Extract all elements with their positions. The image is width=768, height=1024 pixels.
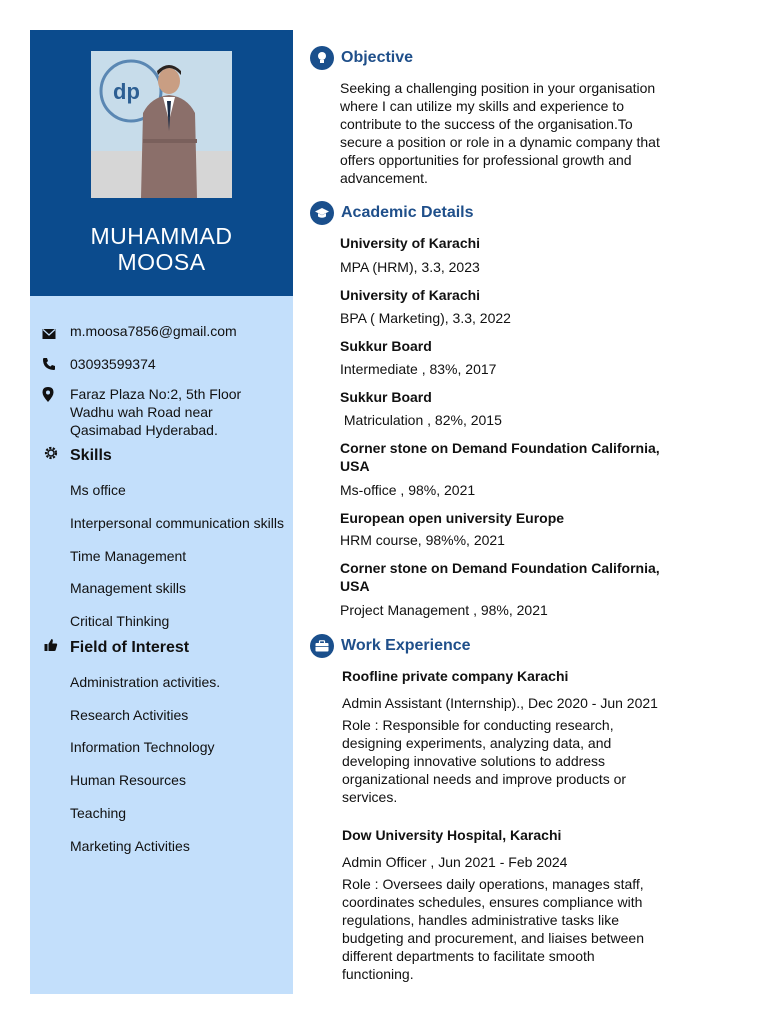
job-company: Roofline private company Karachi	[342, 668, 569, 684]
profile-name-first: MUHAMMAD	[90, 223, 233, 249]
job-role-line: developing innovative solutions to address	[342, 753, 606, 769]
job-position: Admin Assistant (Internship)., Dec 2020 - Jun 2021	[342, 695, 658, 711]
map-pin-icon	[42, 385, 70, 439]
job-role-line: functioning.	[342, 966, 414, 982]
contact-address	[42, 385, 241, 439]
address-line: Qasimabad Hyderabad.	[70, 422, 218, 438]
briefcase-icon	[310, 634, 334, 658]
job-role-line: organizational needs and improve products or	[342, 771, 627, 787]
svg-text:dp: dp	[113, 79, 140, 104]
objective-text	[340, 79, 660, 187]
profile-name-last: MOOSA	[117, 249, 206, 275]
thumbs-up-icon	[44, 638, 70, 657]
job-role-line: different departments to facilitate smooth	[342, 948, 595, 964]
work-heading	[310, 634, 471, 658]
job-role-line: designing experiments, analyzing data, and	[342, 735, 612, 751]
job-role-line: budgeting and procurement, and liaises between	[342, 930, 644, 946]
gear-icon	[44, 446, 70, 465]
objective-heading	[310, 46, 413, 70]
address-line: Faraz Plaza No:2, 5th Floor	[70, 386, 242, 402]
graduation-cap-icon	[310, 201, 334, 225]
lightbulb-icon	[310, 46, 334, 70]
address-line: Wadhu wah Road near	[70, 404, 213, 420]
academic-institution: European open university Europe	[340, 510, 565, 526]
skill-item: Management skills	[70, 580, 186, 596]
academic-detail: Project Management , 98%, 2021	[340, 602, 548, 618]
skills-heading	[44, 446, 112, 465]
objective-line: Seeking a challenging position in your organisation	[340, 80, 656, 96]
academic-institution: Sukkur Board	[340, 389, 432, 405]
objective-title: Objective	[341, 49, 414, 66]
work-title: Work Experience	[341, 637, 471, 654]
phone-icon	[42, 355, 70, 373]
academic-detail: BPA ( Marketing), 3.3, 2022	[340, 310, 511, 326]
academic-institution: University of Karachi	[340, 287, 481, 303]
address-text	[70, 385, 241, 439]
contact-email	[42, 322, 237, 340]
interest-item: Teaching	[70, 805, 127, 821]
objective-line: secure a position or role in a dynamic company that	[340, 134, 660, 150]
job-role-line: coordinates schedules, ensures compliance with	[342, 894, 643, 910]
objective-line: advancement.	[340, 170, 428, 186]
academic-detail: Intermediate , 83%, 2017	[340, 361, 497, 377]
email-text[interactable]: m.moosa7856@gmail.com	[70, 323, 237, 339]
interest-item: Information Technology	[70, 739, 215, 755]
job-company: Dow University Hospital, Karachi	[342, 827, 562, 843]
academic-institution-line: Corner stone on Demand Foundation California,	[340, 560, 660, 576]
job-role	[342, 875, 644, 983]
academic-institution	[340, 439, 660, 475]
job-role	[342, 716, 626, 806]
profile-name	[30, 223, 293, 275]
academic-heading	[310, 201, 474, 225]
academic-institution: University of Karachi	[340, 235, 481, 251]
interest-item: Marketing Activities	[70, 838, 190, 854]
academic-institution	[340, 559, 660, 595]
job-role-line: services.	[342, 789, 398, 805]
skill-item: Interpersonal communication skills	[70, 515, 284, 531]
objective-line: offers opportunities for professional growth and	[340, 152, 632, 168]
academic-institution-line: Corner stone on Demand Foundation California,	[340, 440, 660, 456]
job-role-line: Role : Oversees daily operations, manages staff,	[342, 876, 644, 892]
interest-item: Human Resources	[70, 772, 186, 788]
job-role-line: Role : Responsible for conducting research,	[342, 717, 614, 733]
academic-detail: HRM course, 98%%, 2021	[340, 532, 505, 548]
interest-item: Administration activities.	[70, 674, 221, 690]
objective-line: contribute to the success of the organisation.To	[340, 116, 633, 132]
contact-phone	[42, 355, 156, 373]
academic-detail: Ms-office , 98%, 2021	[340, 482, 476, 498]
profile-header	[30, 30, 293, 296]
interests-heading	[44, 638, 189, 657]
interests-title: Field of Interest	[70, 638, 190, 656]
phone-text: 03093599374	[70, 356, 156, 372]
academic-detail: MPA (HRM), 3.3, 2023	[340, 259, 480, 275]
objective-line: where I can utilize my skills and experience to	[340, 98, 625, 114]
academic-title: Academic Details	[341, 204, 474, 221]
envelope-icon	[42, 322, 70, 340]
profile-photo	[91, 51, 232, 198]
skill-item: Ms office	[70, 482, 126, 498]
academic-institution-line: USA	[340, 578, 370, 594]
interest-item: Research Activities	[70, 707, 189, 723]
academic-institution-line: USA	[340, 458, 370, 474]
academic-detail: Matriculation , 82%, 2015	[340, 412, 502, 428]
job-role-line: regulations, handles administrative tasks like	[342, 912, 620, 928]
sidebar	[30, 30, 293, 994]
academic-institution: Sukkur Board	[340, 338, 432, 354]
skills-title: Skills	[70, 446, 112, 464]
skill-item: Critical Thinking	[70, 613, 170, 629]
skill-item: Time Management	[70, 548, 187, 564]
job-position: Admin Officer , Jun 2021 - Feb 2024	[342, 854, 568, 870]
